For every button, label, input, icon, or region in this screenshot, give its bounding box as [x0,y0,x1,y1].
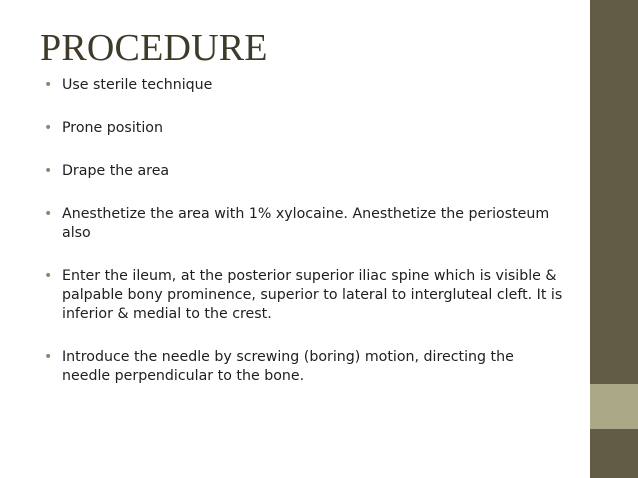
bullet-text: Prone position [62,120,163,136]
bullet-dot-icon: • [44,77,53,93]
bullet-item [44,205,564,243]
bullet-text: Introduce the needle by screwing (boring) motion, directing the needle perpendicular to the bone. [62,349,514,384]
bullet-text: Enter the ileum, at the posterior superior iliac spine which is visible & palpable bony prominence, superior to lateral to intergluteal cleft. It is inferior & medial to the crest. [62,268,563,322]
bullet-item [44,76,564,95]
bullet-dot-icon: • [44,163,53,179]
bullet-dot-icon: • [44,120,53,136]
bullet-list [44,76,564,386]
bullet-item [44,267,564,324]
bullet-item [44,162,564,181]
bullet-item [44,119,564,138]
bullet-dot-icon: • [44,206,53,222]
bullet-text: Drape the area [62,163,170,179]
bullet-text: Anesthetize the area with 1% xylocaine. Anesthetize the periosteum also [62,206,550,241]
bullet-dot-icon: • [44,268,53,284]
sidebar-accent-block [590,384,638,429]
bullet-dot-icon: • [44,349,53,365]
bullet-item [44,348,564,386]
slide-title: PROCEDURE [40,27,268,69]
bullet-text: Use sterile technique [62,77,213,93]
